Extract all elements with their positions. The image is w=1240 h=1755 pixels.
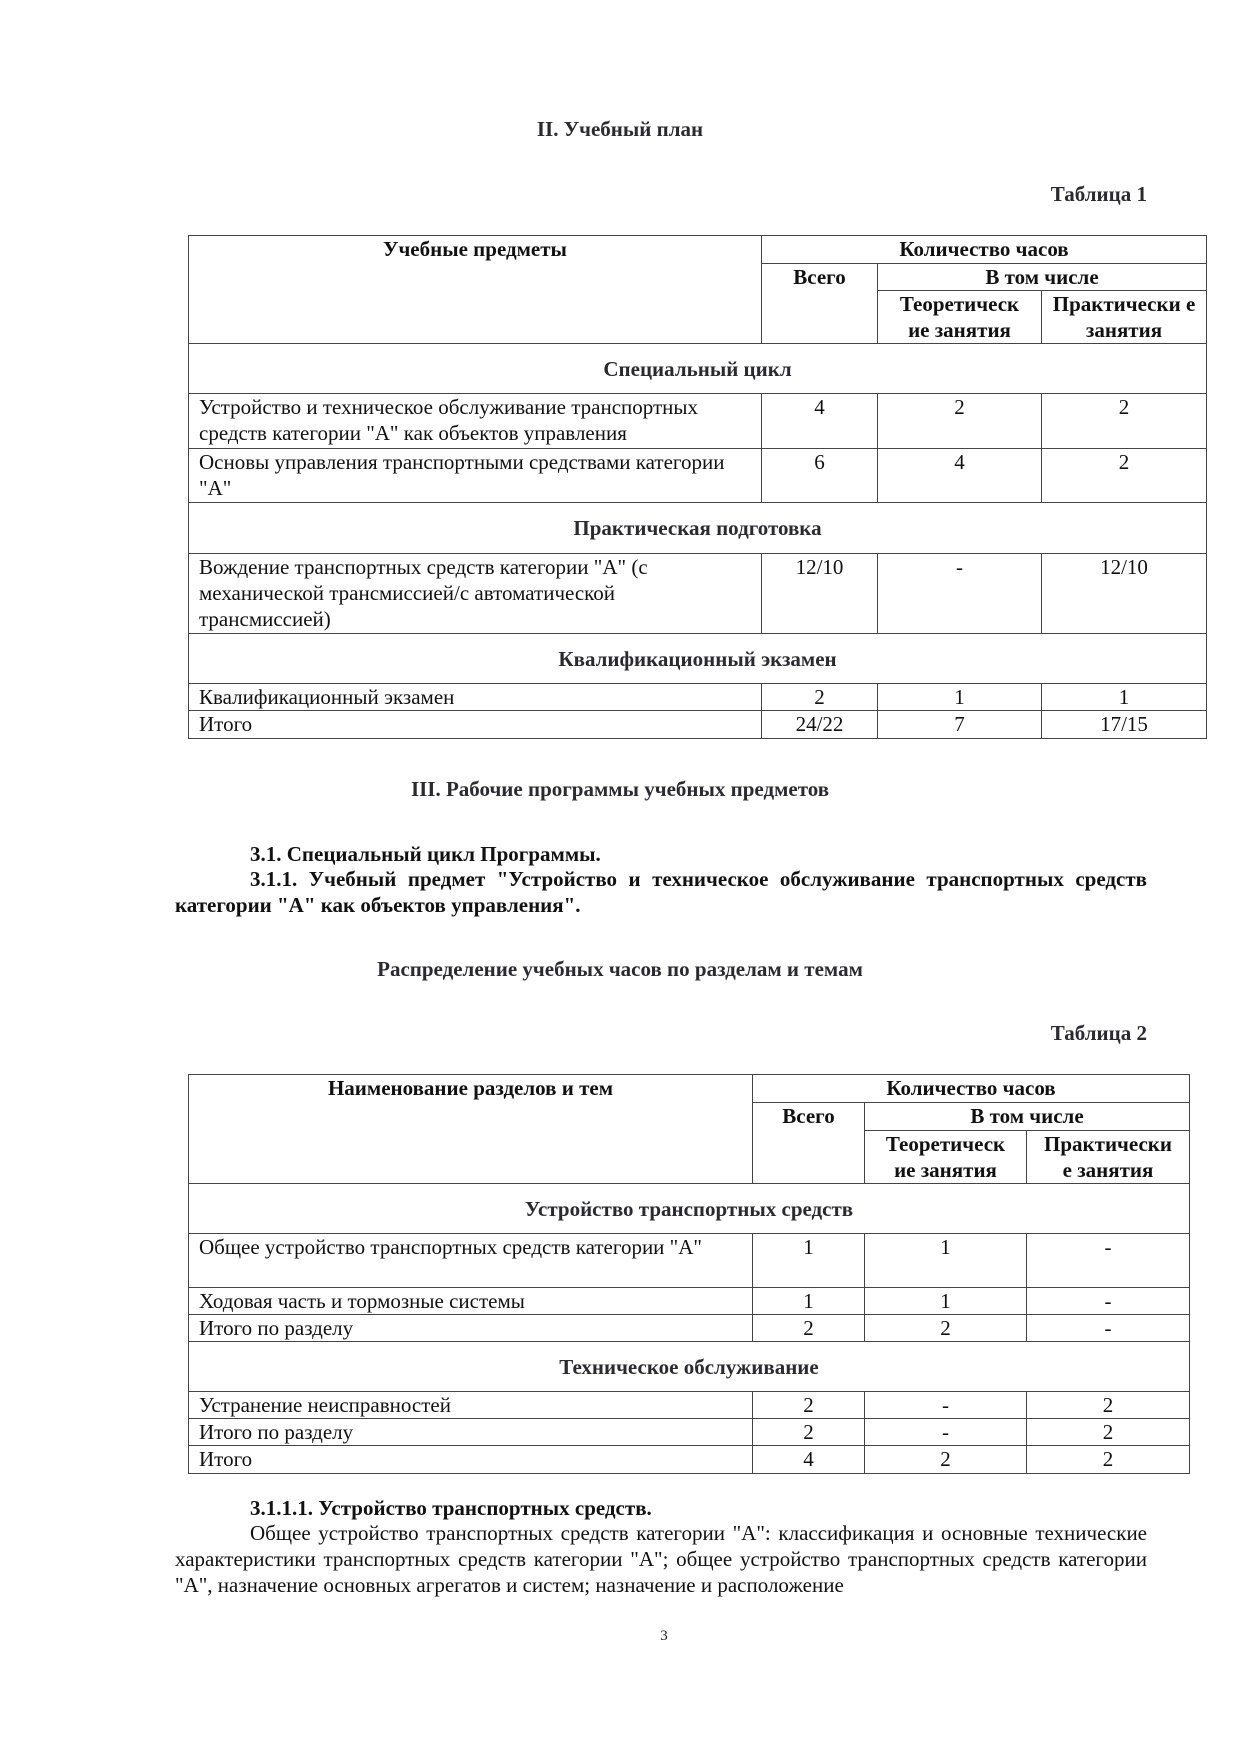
header-total: Всего — [762, 264, 878, 344]
table-row — [189, 554, 1207, 634]
row-practice: - — [1027, 1288, 1190, 1315]
table-row — [189, 684, 1207, 711]
row-total: 2 — [762, 684, 878, 711]
header-total: Всего — [753, 1103, 865, 1184]
header-theory: Теоретическ ие занятия — [865, 1131, 1027, 1184]
row-total: 2 — [753, 1419, 865, 1446]
row-practice: - — [1027, 1234, 1190, 1288]
row-theory: 1 — [878, 684, 1042, 711]
row-practice: 2 — [1027, 1419, 1190, 1446]
row-practice: 2 — [1042, 394, 1207, 449]
row-name: Устранение неисправностей — [189, 1392, 753, 1419]
row-theory: - — [865, 1419, 1027, 1446]
row-name: Итого по разделу — [189, 1315, 753, 1342]
table-1 — [188, 235, 1207, 739]
header-practice: Практически е занятия — [1027, 1131, 1190, 1184]
header-including: В том числе — [878, 264, 1207, 291]
row-theory: 2 — [865, 1315, 1027, 1342]
row-name: Квалификационный экзамен — [189, 684, 762, 711]
row-total: 4 — [762, 394, 878, 449]
row-name: Общее устройство транспортных средств категории "А" — [189, 1234, 753, 1288]
row-total: 24/22 — [762, 711, 878, 739]
row-practice: 2 — [1027, 1392, 1190, 1419]
page-number: 3 — [660, 1628, 668, 1644]
table-row — [189, 449, 1207, 503]
row-practice: - — [1027, 1315, 1190, 1342]
table-row — [189, 711, 1207, 739]
section-row: Практическая подготовка — [189, 503, 1207, 554]
row-name: Итого — [189, 711, 762, 739]
body-paragraph: Общее устройство транспортных средств категории "А": классификация и основные технические характеристики транспортных средств категории "А"; общее устройство транспортных средств категории "А", назначение основных агрегатов и систем; назначение и расположение — [175, 1521, 1147, 1597]
row-name: Устройство и техническое обслуживание транспортных средств категории "А" как объектов управления — [189, 394, 762, 449]
section-row: Устройство транспортных средств — [189, 1184, 1190, 1234]
row-theory: 2 — [865, 1446, 1027, 1474]
subsection-3-1-1: 3.1.1. Учебный предмет "Устройство и техническое обслуживание транспортных средств категории "А" как объектов управления". — [175, 867, 1147, 917]
row-total: 12/10 — [762, 554, 878, 634]
row-theory: 4 — [878, 449, 1042, 503]
row-theory: - — [865, 1392, 1027, 1419]
subsection-3-1-1-1: 3.1.1.1. Устройство транспортных средств. — [250, 1496, 652, 1520]
row-name: Основы управления транспортными средствами категории "А" — [189, 449, 762, 503]
row-practice: 17/15 — [1042, 711, 1207, 739]
table-row — [189, 1446, 1190, 1474]
header-hours: Количество часов — [753, 1075, 1190, 1103]
header-subjects: Учебные предметы — [189, 236, 762, 344]
table-2 — [188, 1074, 1190, 1474]
table-row — [189, 1288, 1190, 1315]
row-name: Итого по разделу — [189, 1419, 753, 1446]
distribution-title: Распределение учебных часов по разделам и темам — [377, 957, 863, 981]
row-practice: 1 — [1042, 684, 1207, 711]
row-theory: 7 — [878, 711, 1042, 739]
row-total: 1 — [753, 1288, 865, 1315]
section-row: Квалификационный экзамен — [189, 634, 1207, 684]
row-practice: 2 — [1042, 449, 1207, 503]
row-practice: 12/10 — [1042, 554, 1207, 634]
row-practice: 2 — [1027, 1446, 1190, 1474]
header-theory: Теоретическ ие занятия — [878, 291, 1042, 344]
table-row — [189, 1392, 1190, 1419]
header-practice: Практически е занятия — [1042, 291, 1207, 344]
table-row — [189, 1419, 1190, 1446]
row-total: 6 — [762, 449, 878, 503]
section-row: Техническое обслуживание — [189, 1342, 1190, 1392]
header-including: В том числе — [865, 1103, 1190, 1131]
subsection-3-1: 3.1. Специальный цикл Программы. — [250, 842, 601, 866]
table-row — [189, 394, 1207, 449]
row-total: 4 — [753, 1446, 865, 1474]
row-total: 2 — [753, 1315, 865, 1342]
section-3-title: III. Рабочие программы учебных предметов — [410, 777, 830, 801]
row-theory: 2 — [878, 394, 1042, 449]
table-2-caption: Таблица 2 — [1050, 1021, 1147, 1045]
section-2-title: II. Учебный план — [536, 117, 704, 141]
header-hours: Количество часов — [762, 236, 1207, 264]
table-row — [189, 1234, 1190, 1288]
row-theory: 1 — [865, 1288, 1027, 1315]
header-topics: Наименование разделов и тем — [189, 1075, 753, 1184]
table-row — [189, 1315, 1190, 1342]
row-total: 2 — [753, 1392, 865, 1419]
section-row: Специальный цикл — [189, 344, 1207, 394]
row-name: Вождение транспортных средств категории "А" (с механической трансмиссией/с автоматической трансмиссией) — [189, 554, 762, 634]
row-total: 1 — [753, 1234, 865, 1288]
row-name: Итого — [189, 1446, 753, 1474]
row-theory: - — [878, 554, 1042, 634]
row-theory: 1 — [865, 1234, 1027, 1288]
row-name: Ходовая часть и тормозные системы — [189, 1288, 753, 1315]
table-1-caption: Таблица 1 — [1050, 182, 1147, 206]
